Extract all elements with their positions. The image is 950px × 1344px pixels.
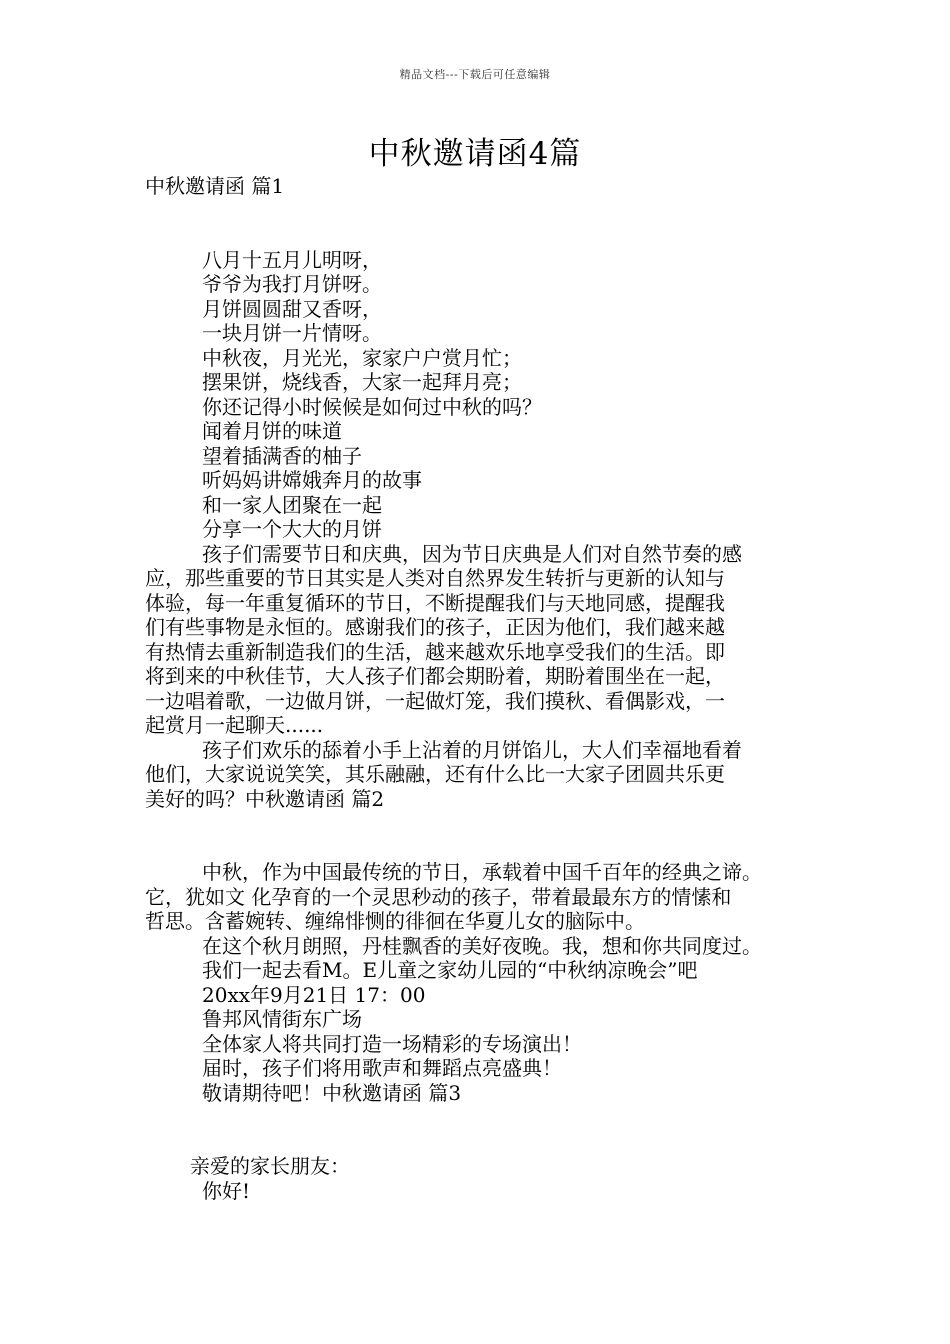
poem-line: 一块月饼一片情呀。 — [202, 321, 382, 345]
poem-line: 分享一个大大的月饼 — [202, 517, 382, 541]
poem-line: 和一家人团聚在一起 — [202, 492, 382, 517]
section-heading: 中秋邀请函 篇1 — [145, 174, 285, 198]
paragraph-line: 哲思。含蓄婉转、缠绵悱恻的徘徊在华夏儿女的脑际中。 — [145, 909, 645, 933]
invitation-line: 敬请期待吧！中秋邀请函 篇3 — [202, 1080, 462, 1105]
invitation-line: 在这个秋月朗照，丹桂飘香的美好夜晚。我，想和你共同度过。 — [202, 933, 762, 958]
hello: 你好! — [202, 1178, 251, 1203]
paragraph-1 — [145, 542, 817, 738]
spacer — [145, 811, 817, 860]
poem-block — [145, 248, 817, 542]
paragraph-line: 将到来的中秋佳节，大人孩子们都会期盼着，期盼着围坐在一起， — [145, 664, 725, 688]
paragraph-line: 一边唱着歌，一边做月饼，一起做灯笼，我们摸秋、看偶影戏，一 — [145, 688, 725, 713]
spacer — [145, 1105, 817, 1154]
invitation-line: 届时，孩子们将用歌声和舞蹈点亮盛典！ — [202, 1056, 562, 1080]
document-title: 中秋邀请函4篇 — [368, 136, 582, 172]
poem-line: 八月十五月儿明呀， — [202, 247, 382, 272]
spacer — [145, 199, 817, 248]
paragraph-2 — [145, 738, 817, 812]
paragraph-line: 应，那些重要的节日其实是人类对自然界发生转折与更新的认知与 — [145, 566, 725, 590]
paragraph-line: 们有些事物是永恒的。感谢我们的孩子，正因为他们，我们越来越 — [145, 615, 725, 639]
invitation-line: 我们一起去看M。E儿童之家幼儿园的“中秋纳凉晚会”吧 — [202, 958, 698, 982]
poem-line: 望着插满香的柚子 — [202, 443, 362, 468]
greeting: 亲爱的家长朋友： — [190, 1154, 350, 1178]
paragraph-line: 有热情去重新制造我们的生活，越来越欢乐地享受我们的生活。即 — [145, 639, 725, 664]
poem-line: 闻着月饼的味道 — [202, 419, 342, 443]
poem-line: 你还记得小时候候是如何过中秋的吗？ — [202, 394, 542, 419]
paragraph-3 — [145, 860, 817, 934]
paragraph-line: 孩子们需要节日和庆典，因为节日庆典是人们对自然节奏的感 — [202, 541, 742, 566]
header-note: 精品文档---下载后可任意编辑 — [399, 68, 551, 81]
paragraph-line: 美好的吗？中秋邀请函 篇2 — [145, 786, 385, 811]
poem-line: 摆果饼，烧线香，大家一起拜月亮； — [202, 370, 522, 394]
poem-line: 中秋夜，月光光，家家户户赏月忙； — [202, 345, 522, 370]
poem-line: 月饼圆圆甜又香呀， — [202, 296, 382, 321]
paragraph-line: 中秋，作为中国最传统的节日，承载着中国千百年的经典之谛。 — [202, 860, 762, 884]
document-body — [145, 174, 817, 1203]
paragraph-line: 起赏月一起聊天...... — [145, 713, 324, 737]
poem-line: 听妈妈讲嫦娥奔月的故事 — [202, 468, 422, 492]
paragraph-line: 他们，大家说说笑笑，其乐融融，还有什么比一大家子团圆共乐更 — [145, 762, 725, 786]
paragraph-line: 它，犹如文 化孕育的一个灵思秒动的孩子，带着最最东方的情愫和 — [145, 884, 732, 909]
event-datetime: 20xx年9月21日 17：00 — [202, 982, 426, 1007]
poem-line: 爷爷为我打月饼呀。 — [202, 272, 382, 296]
event-location: 鲁邦风情街东广场 — [202, 1007, 362, 1031]
invitation-details — [145, 934, 817, 1106]
paragraph-line: 体验，每一年重复循环的节日，不断提醒我们与天地同感，提醒我 — [145, 590, 725, 615]
paragraph-line: 孩子们欢乐的舔着小手上沾着的月饼馅儿，大人们幸福地看着 — [202, 737, 742, 762]
invitation-line: 全体家人将共同打造一场精彩的专场演出！ — [202, 1031, 582, 1056]
